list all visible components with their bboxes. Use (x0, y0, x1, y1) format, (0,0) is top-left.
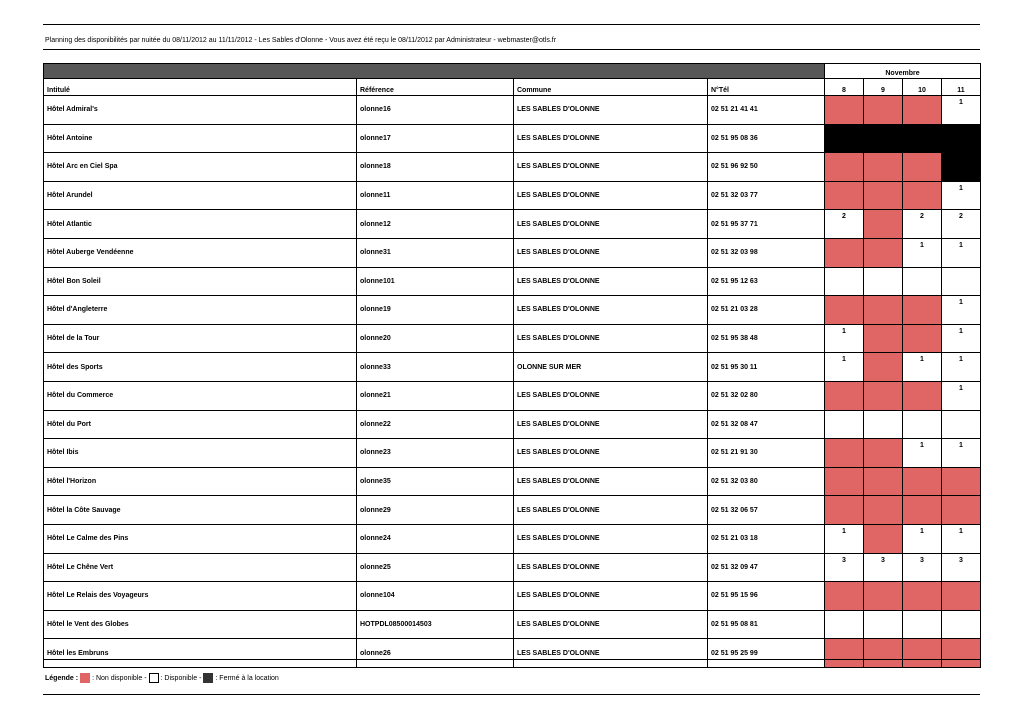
availability-cell (903, 296, 942, 325)
availability-cell: 2 (825, 210, 864, 239)
table-row (44, 267, 981, 296)
table-row (44, 582, 981, 611)
availability-cell (864, 296, 903, 325)
hotel-commune: LES SABLES D'OLONNE (514, 210, 708, 239)
availability-cell (942, 610, 981, 639)
availability-cell (825, 153, 864, 182)
hotel-phone: 02 51 32 06 57 (708, 496, 825, 525)
hotel-reference: olonne12 (357, 210, 514, 239)
hotel-commune: LES SABLES D'OLONNE (514, 153, 708, 182)
availability-cell (903, 467, 942, 496)
availability-cell: 3 (942, 553, 981, 582)
availability-cell (825, 610, 864, 639)
hotel-phone: 02 51 21 03 28 (708, 296, 825, 325)
header-bar (44, 64, 825, 79)
availability-cell: 3 (825, 553, 864, 582)
availability-cell (825, 96, 864, 125)
availability-cell: 3 (864, 553, 903, 582)
hotel-commune: LES SABLES D'OLONNE (514, 238, 708, 267)
availability-table (43, 63, 981, 668)
availability-cell (864, 610, 903, 639)
availability-cell (864, 496, 903, 525)
hotel-phone: 02 51 21 41 41 (708, 96, 825, 125)
availability-cell (825, 582, 864, 611)
availability-cell (864, 524, 903, 553)
hotel-reference: olonne21 (357, 381, 514, 410)
availability-cell (903, 582, 942, 611)
availability-cell (903, 181, 942, 210)
availability-cell (903, 153, 942, 182)
hotel-reference: olonne24 (357, 524, 514, 553)
table-row (44, 381, 981, 410)
hotel-commune: LES SABLES D'OLONNE (514, 496, 708, 525)
hotel-commune: LES SABLES D'OLONNE (514, 439, 708, 468)
hotel-reference: olonne20 (357, 324, 514, 353)
day-header: 8 (825, 79, 864, 96)
table-row (44, 210, 981, 239)
table-row (44, 639, 981, 668)
hotel-reference: olonne22 (357, 410, 514, 439)
hotel-name: Hôtel les Embruns (44, 639, 357, 668)
hotel-phone: 02 51 32 08 47 (708, 410, 825, 439)
availability-cell (864, 96, 903, 125)
availability-cell (942, 639, 981, 668)
availability-cell (903, 610, 942, 639)
availability-cell (825, 124, 864, 153)
availability-cell: 1 (942, 381, 981, 410)
availability-cell (825, 410, 864, 439)
availability-cell (825, 181, 864, 210)
table-row (44, 496, 981, 525)
column-header-commune: Commune (514, 79, 708, 96)
hotel-name: Hôtel Bon Soleil (44, 267, 357, 296)
hotel-commune: LES SABLES D'OLONNE (514, 467, 708, 496)
availability-cell (864, 153, 903, 182)
footer-rule-bottom (43, 694, 980, 695)
hotel-reference: olonne16 (357, 96, 514, 125)
availability-cell (825, 238, 864, 267)
availability-cell: 1 (942, 353, 981, 382)
day-header: 9 (864, 79, 903, 96)
availability-cell (903, 639, 942, 668)
hotel-name: Hôtel Atlantic (44, 210, 357, 239)
report-header: Planning des disponibilités par nuitée du 08/11/2012 au 11/11/2012 - Les Sables d'Olonne - Vous avez été reçu le 08/11/2012 par Administrateur - webmaster@otls.fr (45, 37, 557, 44)
hotel-commune: LES SABLES D'OLONNE (514, 553, 708, 582)
availability-cell: 1 (825, 524, 864, 553)
column-header-reference: Référence (357, 79, 514, 96)
hotel-reference: olonne17 (357, 124, 514, 153)
availability-cell (942, 496, 981, 525)
availability-cell (825, 439, 864, 468)
table-row (44, 238, 981, 267)
availability-cell (864, 238, 903, 267)
availability-cell (864, 410, 903, 439)
column-header-tel: N°Tél (708, 79, 825, 96)
hotel-name: Hôtel du Commerce (44, 381, 357, 410)
hotel-reference: olonne23 (357, 439, 514, 468)
availability-cell: 2 (942, 210, 981, 239)
availability-cell (864, 467, 903, 496)
table-row (44, 124, 981, 153)
hotel-phone: 02 51 95 30 11 (708, 353, 825, 382)
hotel-phone: 02 51 95 12 63 (708, 267, 825, 296)
availability-cell (903, 381, 942, 410)
hotel-commune: LES SABLES D'OLONNE (514, 639, 708, 668)
hotel-reference: HOTPDL08500014503 (357, 610, 514, 639)
day-header: 10 (903, 79, 942, 96)
availability-cell (864, 381, 903, 410)
hotel-name: Hôtel la Côte Sauvage (44, 496, 357, 525)
hotel-name: Hôtel Le Chêne Vert (44, 553, 357, 582)
table-column-headers (44, 79, 981, 96)
availability-cell (825, 267, 864, 296)
table-row (44, 524, 981, 553)
availability-cell (903, 324, 942, 353)
table-row (44, 181, 981, 210)
hotel-commune: LES SABLES D'OLONNE (514, 582, 708, 611)
hotel-phone: 02 51 32 03 77 (708, 181, 825, 210)
hotel-commune: LES SABLES D'OLONNE (514, 181, 708, 210)
column-header-intitule: Intitulé (44, 79, 357, 96)
table-row (44, 439, 981, 468)
hotel-phone: 02 51 32 03 98 (708, 238, 825, 267)
hotel-phone: 02 51 95 08 36 (708, 124, 825, 153)
table-row (44, 353, 981, 382)
month-header: Novembre (825, 64, 981, 79)
availability-cell (825, 467, 864, 496)
availability-cell (864, 324, 903, 353)
availability-cell (942, 582, 981, 611)
hotel-phone: 02 51 95 25 99 (708, 639, 825, 668)
hotel-reference: olonne104 (357, 582, 514, 611)
hotel-commune: LES SABLES D'OLONNE (514, 124, 708, 153)
hotel-commune: LES SABLES D'OLONNE (514, 267, 708, 296)
legend-text-non-disponible: : Non disponible - (92, 674, 147, 682)
legend-text-ferme: : Fermé à la location (215, 674, 279, 682)
table-row (44, 610, 981, 639)
hotel-name: Hôtel d'Angleterre (44, 296, 357, 325)
availability-cell: 1 (825, 353, 864, 382)
availability-cell (864, 124, 903, 153)
availability-cell: 1 (903, 238, 942, 267)
availability-cell: 1 (942, 238, 981, 267)
availability-cell (942, 410, 981, 439)
legend-swatch-ferme (203, 673, 213, 683)
table-row (44, 553, 981, 582)
hotel-name: Hôtel Le Calme des Pins (44, 524, 357, 553)
hotel-reference: olonne31 (357, 238, 514, 267)
availability-cell: 1 (825, 324, 864, 353)
hotel-name: Hôtel Arc en Ciel Spa (44, 153, 357, 182)
hotel-reference: olonne101 (357, 267, 514, 296)
hotel-reference: olonne18 (357, 153, 514, 182)
hotel-phone: 02 51 95 08 81 (708, 610, 825, 639)
availability-cell (864, 582, 903, 611)
hotel-name: Hôtel Auberge Vendéenne (44, 238, 357, 267)
hotel-reference: olonne33 (357, 353, 514, 382)
availability-cell: 1 (942, 439, 981, 468)
hotel-phone: 02 51 95 38 48 (708, 324, 825, 353)
availability-cell: 2 (903, 210, 942, 239)
table-header-top (44, 64, 981, 79)
availability-cell: 3 (903, 553, 942, 582)
availability-cell: 1 (942, 324, 981, 353)
availability-cell (903, 496, 942, 525)
hotel-reference: olonne11 (357, 181, 514, 210)
top-rule (43, 24, 980, 25)
hotel-commune: LES SABLES D'OLONNE (514, 324, 708, 353)
availability-cell (825, 381, 864, 410)
availability-cell (864, 439, 903, 468)
availability-cell (903, 124, 942, 153)
availability-cell (903, 96, 942, 125)
legend-swatch-non-disponible (80, 673, 90, 683)
footer-rule-top (43, 659, 980, 660)
hotel-reference: olonne26 (357, 639, 514, 668)
legend-label: Légende : (45, 674, 79, 682)
table-row (44, 153, 981, 182)
hotel-commune: LES SABLES D'OLONNE (514, 381, 708, 410)
availability-cell (864, 267, 903, 296)
hotel-commune: LES SABLES D'OLONNE (514, 296, 708, 325)
hotel-phone: 02 51 21 03 18 (708, 524, 825, 553)
hotel-name: Hôtel Antoine (44, 124, 357, 153)
availability-cell (864, 353, 903, 382)
hotel-phone: 02 51 21 91 30 (708, 439, 825, 468)
availability-cell (942, 467, 981, 496)
hotel-name: Hôtel le Vent des Globes (44, 610, 357, 639)
availability-cell (903, 410, 942, 439)
hotel-name: Hôtel Le Relais des Voyageurs (44, 582, 357, 611)
hotel-name: Hôtel Arundel (44, 181, 357, 210)
hotel-commune: LES SABLES D'OLONNE (514, 410, 708, 439)
hotel-phone: 02 51 32 09 47 (708, 553, 825, 582)
availability-cell (825, 496, 864, 525)
availability-cell (942, 124, 981, 153)
legend-swatch-disponible (149, 673, 159, 683)
table-row (44, 296, 981, 325)
table-row (44, 96, 981, 125)
table-row (44, 324, 981, 353)
hotel-commune: LES SABLES D'OLONNE (514, 96, 708, 125)
table-row (44, 467, 981, 496)
hotel-phone: 02 51 32 02 80 (708, 381, 825, 410)
hotel-name: Hôtel de la Tour (44, 324, 357, 353)
table-row (44, 410, 981, 439)
hotel-phone: 02 51 95 15 96 (708, 582, 825, 611)
availability-cell: 1 (942, 524, 981, 553)
availability-cell (825, 296, 864, 325)
hotel-name: Hôtel des Sports (44, 353, 357, 382)
hotel-reference: olonne29 (357, 496, 514, 525)
header-rule (43, 49, 980, 50)
hotel-reference: olonne25 (357, 553, 514, 582)
hotel-reference: olonne35 (357, 467, 514, 496)
legend (45, 673, 279, 683)
hotel-name: Hôtel Admiral's (44, 96, 357, 125)
hotel-commune: LES SABLES D'OLONNE (514, 524, 708, 553)
availability-cell (942, 267, 981, 296)
availability-cell: 1 (903, 353, 942, 382)
hotel-name: Hôtel l'Horizon (44, 467, 357, 496)
availability-cell (864, 181, 903, 210)
availability-cell: 1 (942, 96, 981, 125)
hotel-phone: 02 51 96 92 50 (708, 153, 825, 182)
legend-text-disponible: : Disponible - (160, 674, 202, 682)
availability-cell (942, 153, 981, 182)
hotel-phone: 02 51 95 37 71 (708, 210, 825, 239)
hotel-phone: 02 51 32 03 80 (708, 467, 825, 496)
availability-cell: 1 (942, 181, 981, 210)
hotel-commune: LES SABLES D'OLONNE (514, 610, 708, 639)
hotel-name: Hôtel du Port (44, 410, 357, 439)
hotel-reference: olonne19 (357, 296, 514, 325)
day-header: 11 (942, 79, 981, 96)
availability-cell: 1 (903, 524, 942, 553)
availability-cell (864, 639, 903, 668)
availability-cell: 1 (903, 439, 942, 468)
hotel-name: Hôtel Ibis (44, 439, 357, 468)
availability-cell (864, 210, 903, 239)
availability-cell (825, 639, 864, 668)
availability-cell: 1 (942, 296, 981, 325)
hotel-commune: OLONNE SUR MER (514, 353, 708, 382)
availability-cell (903, 267, 942, 296)
